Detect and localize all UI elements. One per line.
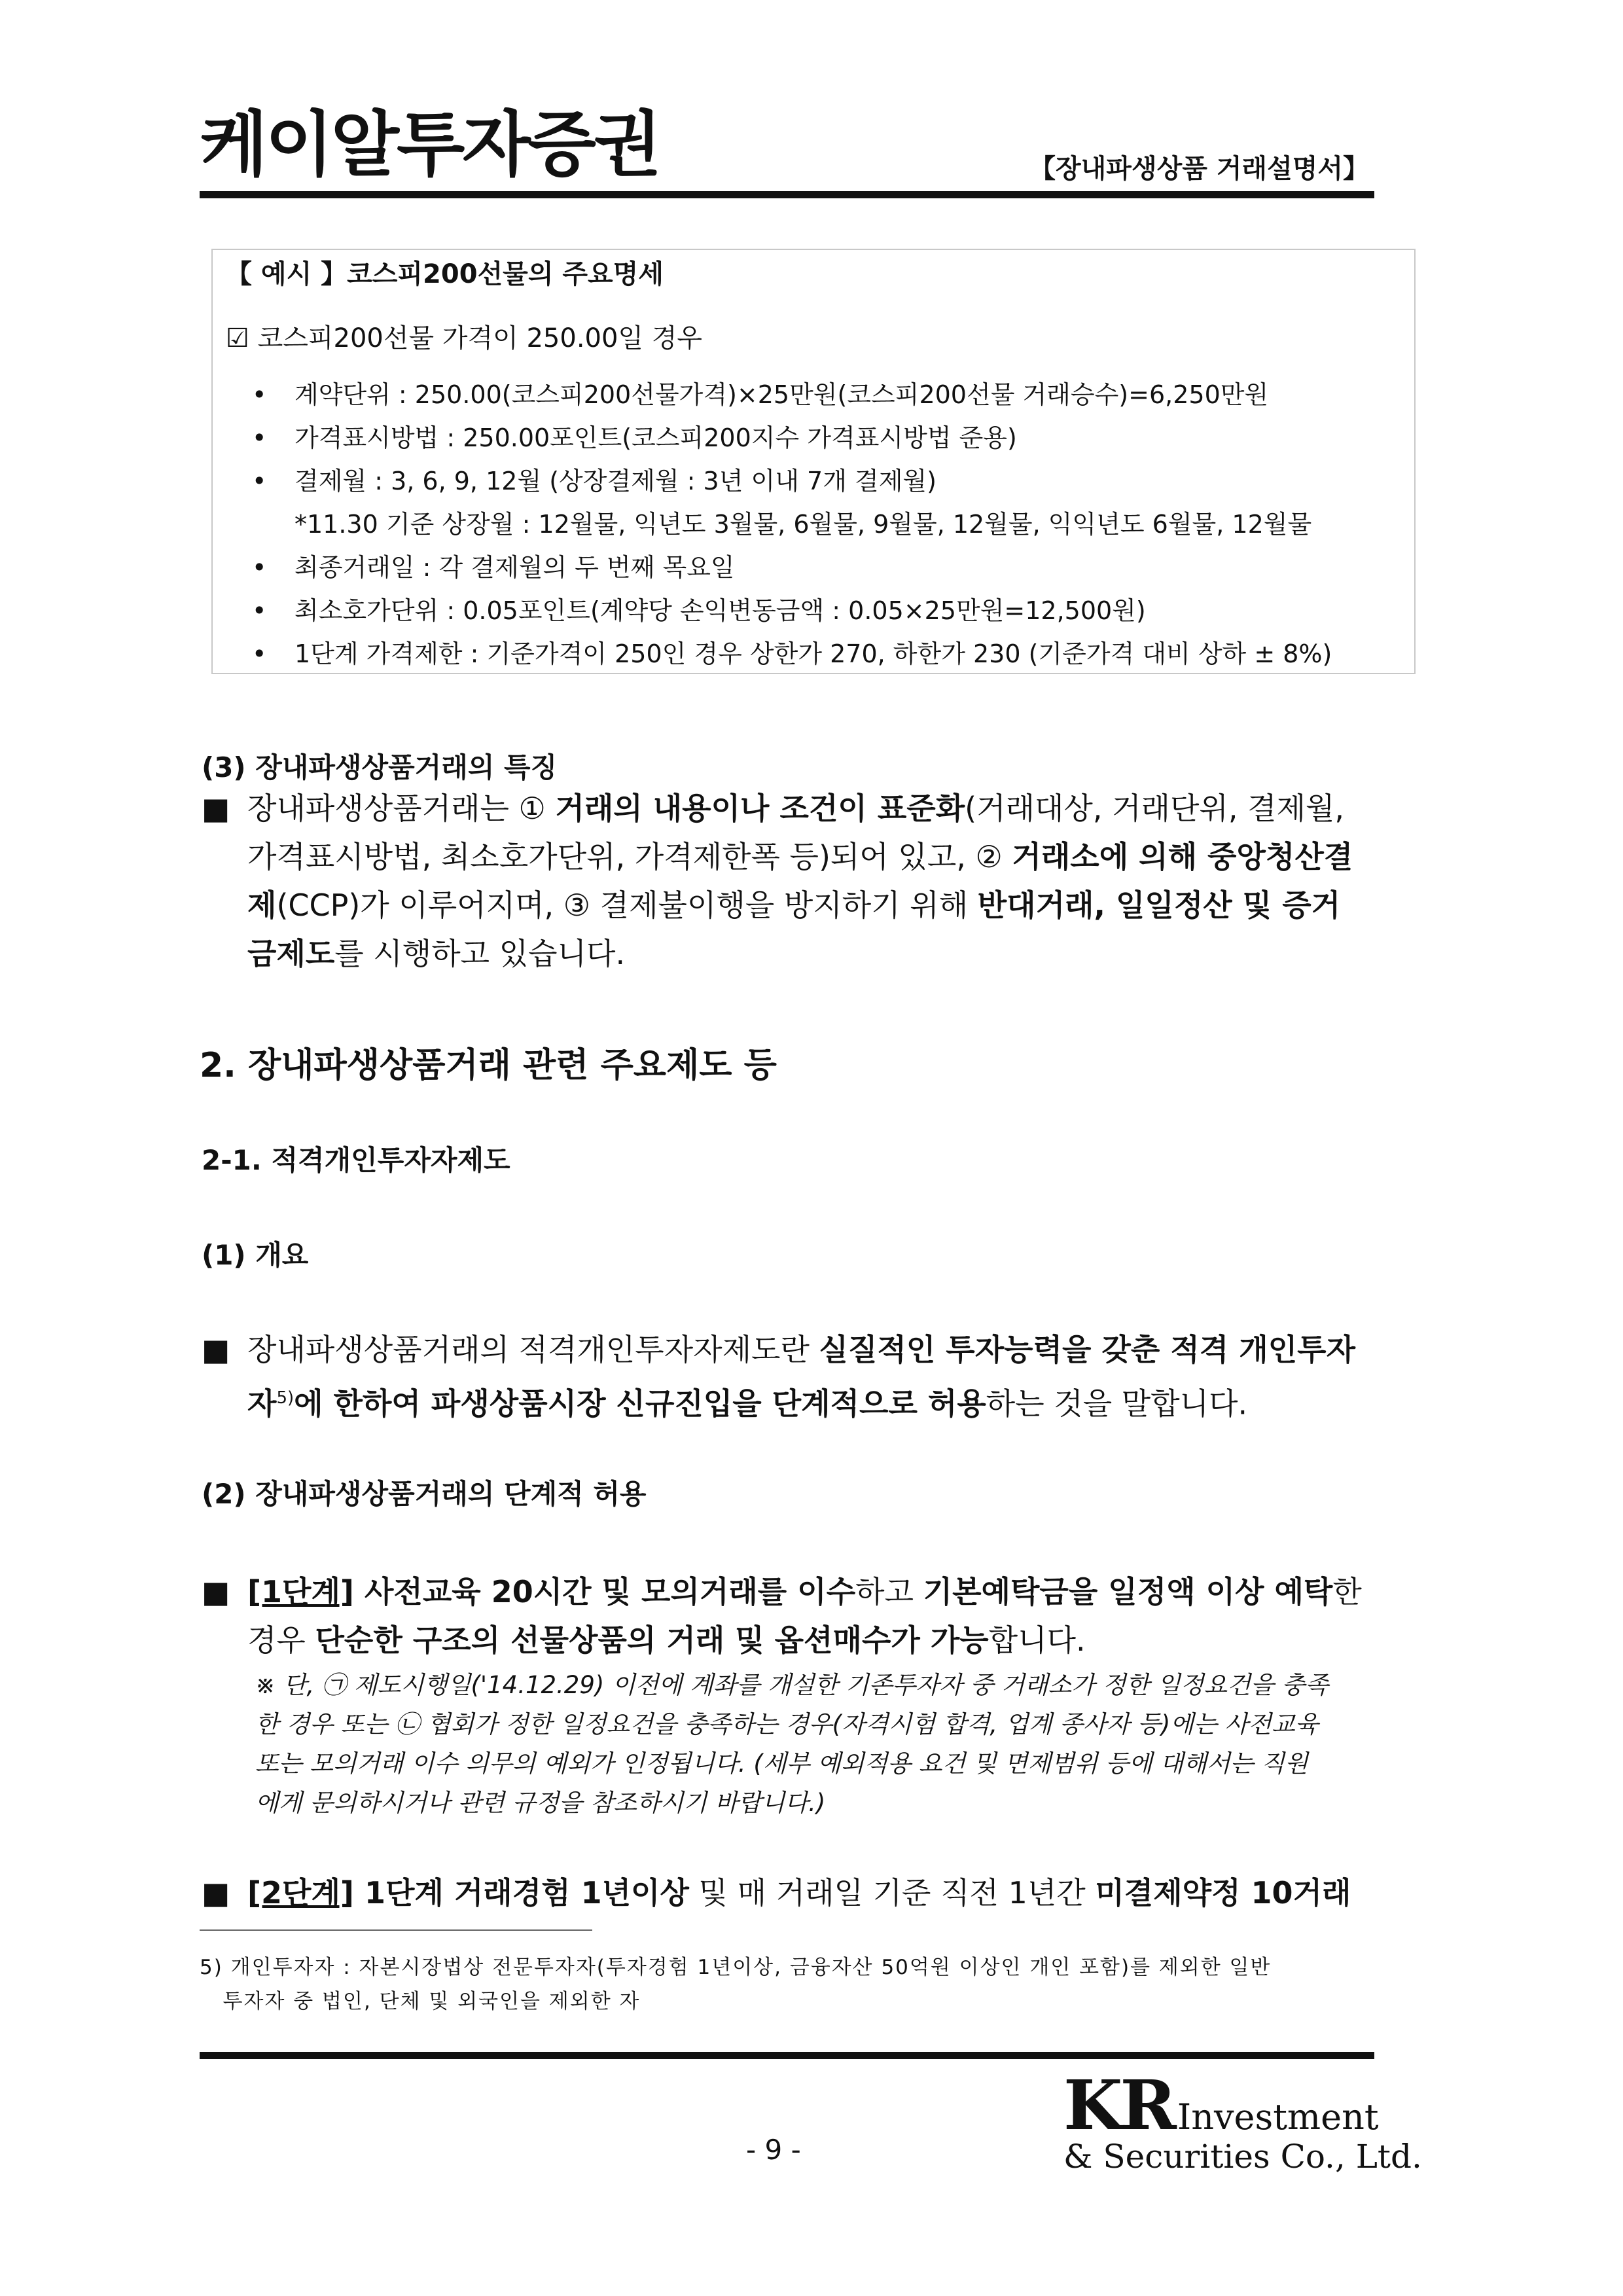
example-spec-list [252, 373, 1332, 675]
list-item: • 가격표시방법 : 250.00포인트(코스피200지수 가격표시방법 준용) [252, 423, 1017, 452]
example-check-line: ☑ 코스피200선물 가격이 250.00일 경우 [226, 323, 703, 353]
footnote-rule [200, 1929, 592, 1931]
company-logo-english: KR Investment & Securities Co., Ltd. [1063, 2065, 1422, 2176]
stage1-paragraph: ■ [1단계] 사전교육 20시간 및 모의거래를 이수하고 기본예탁금을 일정액 이상 예탁한 경우 단순한 구조의 선물상품의 거래 및 옵션매수가 가능합니다. [202, 1568, 1376, 1664]
square-bullet: ■ [202, 1332, 230, 1367]
list-item: • 결제월 : 3, 6, 9, 12월 (상장결제월 : 3년 이내 7개 결제월) [252, 467, 936, 495]
section-heading-features: (3) 장내파생상품거래의 특징 [202, 751, 558, 783]
list-item: • 최종거래일 : 각 결제월의 두 번째 목요일 [252, 553, 735, 582]
square-bullet: ■ [202, 1574, 230, 1609]
header-rule [200, 191, 1374, 198]
list-item: • 1단계 가격제한 : 기준가격이 250인 경우 상한가 270, 하한가 230 (기준가격 대비 상하 ± 8%) [252, 639, 1332, 668]
company-logo-korean: 케이알투자증권 [200, 104, 660, 186]
page-number: - 9 - [746, 2134, 801, 2166]
stages-heading: (2) 장내파생상품거래의 단계적 허용 [202, 1478, 647, 1510]
footer-rule [200, 2052, 1374, 2059]
stage1-exception-note: ※ 단, ㉠ 제도시행일('14.12.29) 이전에 계좌를 개설한 기존투자자 중 거래소가 정한 일정요건을 충족 한 경우 또는 ㉡ 협회가 정한 일정요건을 충족하는 경우(자격시험 합격, 업계 종사자 등)에는 사전교육 또는 모의거래 이수 의무의 예외가 인정됩니다. (세부 예외적용 요건 및 면제범위 등에 대해서는 직원 에게 문의하시거나 관련 규정을 참조하시기 바랍니다.) [255, 1671, 1329, 1817]
footnote: 5) 개인투자자 : 자본시장법상 전문투자자(투자경험 1년이상, 금융자산 50억원 이상인 개인 포함)를 제외한 일반 투자자 중 법인, 단체 및 외국인을 제외한 자 [200, 1956, 1272, 2013]
square-bullet: ■ [202, 1875, 230, 1910]
overview-heading: (1) 개요 [202, 1239, 309, 1271]
stage2-paragraph: ■ [2단계] 1단계 거래경험 1년이상 및 매 거래일 기준 직전 1년간 미결제약정 10거래 [202, 1869, 1376, 1917]
features-paragraph: ■ 장내파생상품거래는 ① 거래의 내용이나 조건이 표준화(거래대상, 거래단위, 결제월, 가격표시방법, 최소호가단위, 가격제한폭 등)되어 있고, ② 거래소에 의해 중앙청산결 제(CCP)가 이루어지며, ③ 결제불이행을 방지하기 위해 반대거래, 일일정산 및 증거 금제도를 시행하고 있습니다. [202, 784, 1376, 978]
document-title: 【장내파생상품 거래설명서】 [1029, 154, 1369, 184]
square-bullet: ■ [202, 791, 230, 826]
list-item-continuation: *11.30 기준 상장월 : 12월물, 익년도 3월물, 6월물, 9월물, 12월물, 익익년도 6월물, 12월물 [294, 510, 1312, 539]
example-title: 【 예시 】코스피200선물의 주요명세 [226, 259, 664, 289]
subsection-heading: 2-1. 적격개인투자자제도 [202, 1144, 510, 1176]
list-item: • 최소호가단위 : 0.05포인트(계약당 손익변동금액 : 0.05×25만원=12,500원) [252, 596, 1146, 625]
footnote-ref: 5) [276, 1388, 294, 1408]
list-item: • 계약단위 : 250.00(코스피200선물가격)×25만원(코스피200선물 거래승수)=6,250만원 [252, 380, 1269, 409]
main-section-heading: 2. 장내파생상품거래 관련 주요제도 등 [200, 1046, 777, 1085]
overview-paragraph: ■ 장내파생상품거래의 적격개인투자자제도란 실질적인 투자능력을 갖춘 적격 개인투자 자$^{5)}$에 한하여 파생상품시장 신규진입을 단계적으로 허용하는 것을 말합니다. [202, 1325, 1376, 1427]
